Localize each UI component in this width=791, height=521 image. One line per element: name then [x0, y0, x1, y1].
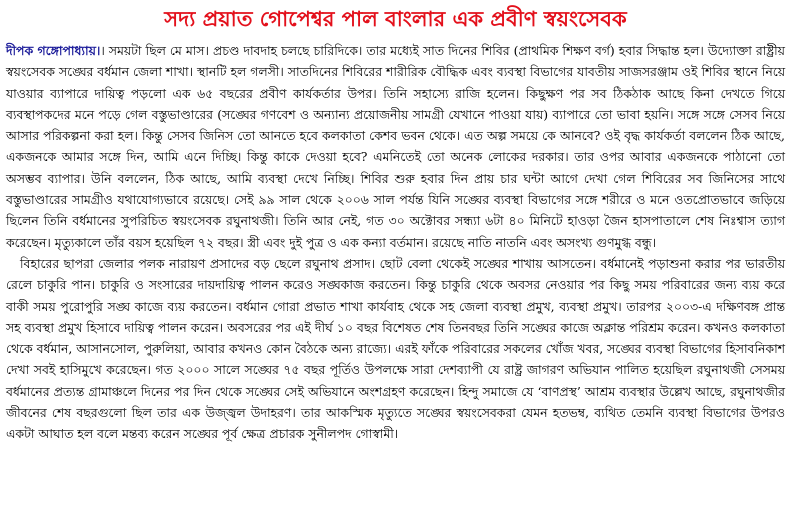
article-paragraph-2 — [6, 253, 785, 445]
article-paragraph-1 — [6, 40, 785, 253]
article-headline: সদ্য প্রয়াত গোপেশ্বর পাল বাংলার এক প্রবীণ স্বয়ংসেবক — [164, 6, 627, 31]
author-name: দীপক গঙ্গোপাধ্যায়। — [6, 43, 101, 58]
paragraph-text: বিহারের ছাপরা জেলার পলক নারায়ণ প্রসাদের বড় ছেলে রঘুনাথ প্রসাদ। ছোট বেলা থেকেই সঙ্ঘের শাখায় আসতেন। বর্ধমানেই পড়াশুনা করার পর ভারতীয় রেলে চাকুরি পান। চাকুরি ও সংসারের দায়দায়িত্ব পালন করেও সঙ্ঘকাজ করতেন। কিন্তু চাকুরি থেকে অবসর নেওয়ার পর কিছু সময় পরিবারের জন্য ব্যয় করে বাকী সময় পুরোপুরি সঙ্ঘ কাজে ব্যয় করতেন। বর্ধমান গোরা প্রভাত শাখা কার্যবাহ থেকে সহ জেলা ব্যবস্থা প্রমুখ, ব্যবস্থা প্রমুখ। তারপর ২০০৩-এ দক্ষিণবঙ্গ প্রান্ত সহ ব্যবস্থা প্রমুখ হিসাবে দায়িত্ব পালন করেন। অবসরের পর এই দীর্ঘ ১০ বছর বিশেষত শেষ তিনবছর তিনি সঙ্ঘের কাজে অক্লান্ত পরিশ্রম করেন। কখনও কলকাতা থেকে বর্ধমান, আসানসোল, পুরুলিয়া, আবার কখনও কোন বৈঠকে অন্য রাজ্যে। এরই ফাঁকে পরিবারের সকলের খোঁজ খবর, সঙ্ঘের ব্যবস্থা বিভাগের হিসাবনিকাশ দেখা সবই হাসিমুখে করেছেন। গত ২০০০ সালে সঙ্ঘের ৭৫ বছর পূর্তিও উপলক্ষে সারা দেশব্যাপী যে রাষ্ট্র জাগরণ অভিযান পালিত হয়েছিল রঘুনাথজী সেসময় বর্ধমানের প্রত্যন্ত গ্রামাঞ্চলে দিনের পর দিন থেকে সঙ্ঘের সেই অভিযানে অংশগ্রহণ করেছেন। হিন্দু সমাজে যে ‘বাণপ্রস্থ’ আশ্রম ব্যবস্থার উল্লেখ আছে, রঘুনাথজীর জীবনের শেষ বছরগুলো ছিল তার এক উজ্জ্বল উদাহরণ। তার আকস্মিক মৃত্যুতে সঙ্ঘের স্বয়ংসেবকরা যেমন হতভম্ব, ব্যথিত তেমনি ব্যবস্থা বিভাগের উপরও একটা আঘাত হল বলে মন্তব্য করেন সঙ্ঘের পূর্ব ক্ষেত্র প্রচারক সুনীলপদ গোস্বামী। — [6, 255, 785, 442]
paragraph-text: । সময়টা ছিল মে মাস। প্রচণ্ড দাবদাহ চলছে চারিদিকে। তার মধ্যেই সাত দিনের শিবির (প্রাথমিক শিক্ষণ বর্গ) হবার সিদ্ধান্ত হল। উদ্যোক্তা রাষ্ট্রীয় স্বয়ংসেবক সঙ্ঘের বর্ধমান জেলা শাখা। স্থানটি হল গলসী। সাতদিনের শিবিরের শারীরিক বৌদ্ধিক এবং ব্যবস্থা বিভাগের যাবতীয় সাজসরঞ্জাম ওই শিবির স্থানে নিয়ে যাওয়ার ব্যাপারে দায়িত্ব পড়লো এক ৬৫ বছরের প্রবীণ কার্যকর্তার উপর। তিনি সহাস্যে রাজি হলেন। কিছুক্ষণ পর সব ঠিকঠাক আছে কিনা দেখতে গিয়ে ব্যবস্থাপকদের মনে পড়ে গেল বস্তুভাণ্ডারের (সঙ্ঘের গণবেশ ও অন্যান্য প্রয়োজনীয় সামগ্রী যেখানে পাওয়া যায়) ব্যাপারে তো ভাবা হয়নি। সঙ্গে সঙ্গে সেসব নিয়ে আসার পরিকল্পনা করা হল। কিন্তু সেসব জিনিস তো আনতে হবে কলকাতা কেশব ভবন থেকে। এত অল্প সময়ে কে আনবে? ওই বৃদ্ধ কার্যকর্তা বললেন ঠিক আছে, একজনকে আমার সঙ্গে দিন, আমি এনে দিচ্ছি। কিন্তু কাকে দেওয়া হবে? এমনিতেই তো অনেক লোকের দরকার। তার ওপর আবার একজনকে পাঠানো তো অসম্ভব ব্যাপার। উনি বললেন, ঠিক আছে, আমি ব্যবস্থা দেখে নিচ্ছি। শিবির শুরু হবার দিন প্রায় চার ঘন্টা আগে দেখা গেল শিবিরের সব জিনিসের সাথে বস্তুভাণ্ডারের সামগ্রীও যথাযোগ্যভাবে রয়েছে। সেই ৯৯ সাল থেকে ২০০৬ সাল পর্যন্ত যিনি সঙ্ঘের ব্যবস্থা বিভাগের সঙ্গে শরীরে ও মনে ওতপ্রোতভাবে জড়িয়ে ছিলেন তিনি বর্ধমানের সুপরিচিত স্বয়ংসেবক রঘুনাথজী। তিনি আর নেই, গত ৩০ অক্টোবর সন্ধ্যা ৬টা ৪০ মিনিটে হাওড়া জৈন হাসপাতালে শেষ নিঃশ্বাস ত্যাগ করেছেন। মৃত্যুকালে তাঁর বয়স হয়েছিল ৭২ বছর। স্ত্রী এবং দুই পুত্র ও এক কন্যা বর্তমান। রয়েছে নাতি নাতনি এবং অসংখ্য গুণমুগ্ধ বন্ধু। — [6, 43, 785, 250]
article-body — [6, 40, 785, 445]
